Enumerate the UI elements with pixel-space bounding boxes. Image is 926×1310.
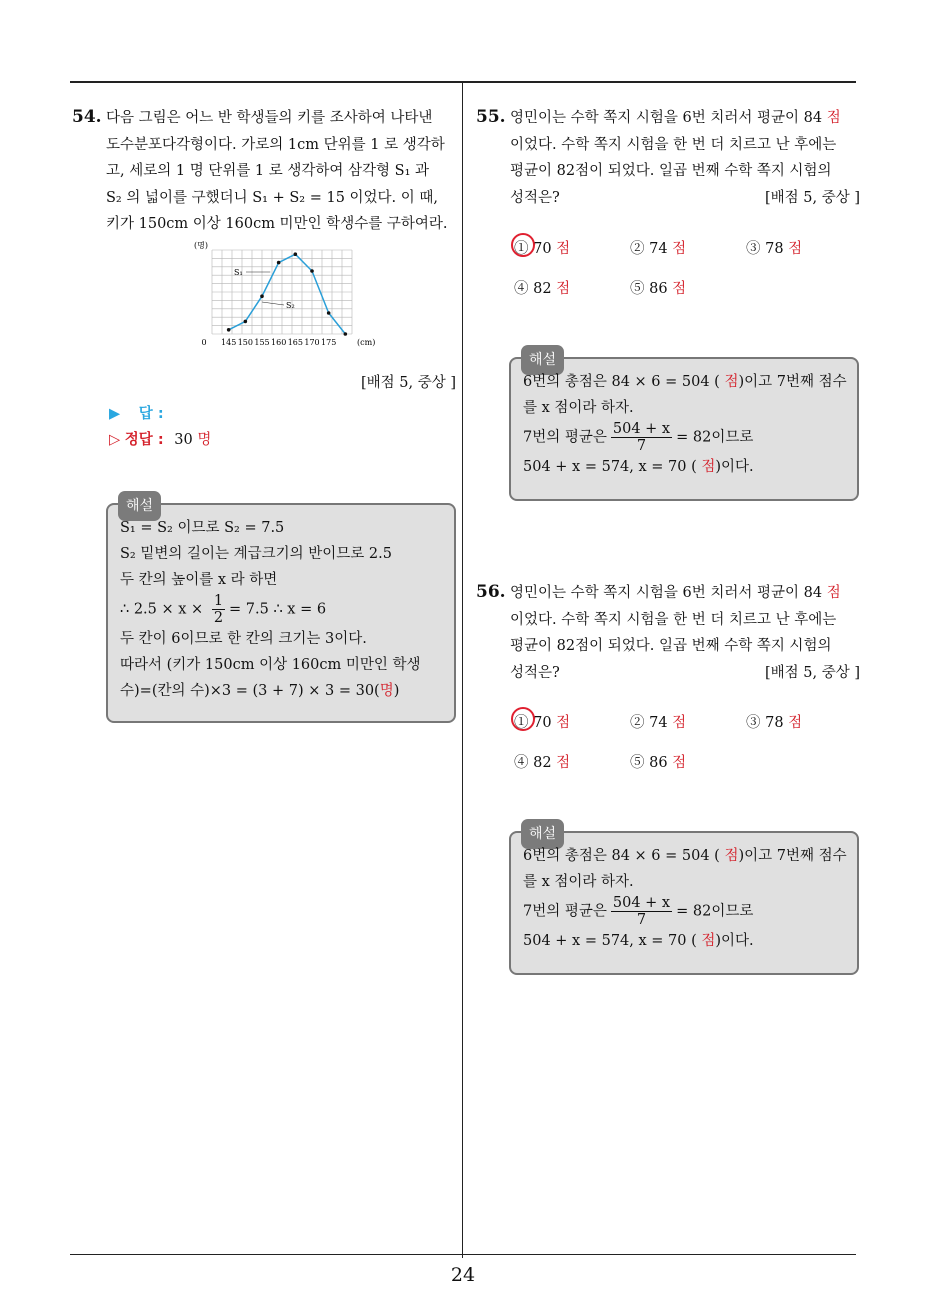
q55-number: 55. bbox=[476, 107, 506, 127]
expl-segment: 6번의 총점은 84 × 6 = 504 ( bbox=[523, 848, 720, 864]
expl-line bbox=[523, 928, 849, 954]
choice-mark: ③ bbox=[746, 241, 761, 257]
outline-triangle-icon: ▷ bbox=[109, 432, 121, 448]
frac-denominator: 7 bbox=[636, 438, 647, 454]
q54-answer-line bbox=[109, 402, 164, 423]
data-point bbox=[327, 311, 331, 315]
x-tick-label: 175 bbox=[321, 338, 337, 347]
q54-explanation-box bbox=[106, 498, 456, 723]
choice-value: 86 bbox=[649, 281, 668, 297]
explanation-tab: 해설 bbox=[521, 345, 564, 375]
choice-1[interactable] bbox=[514, 711, 570, 732]
x-tick-label: 0 bbox=[201, 338, 207, 347]
expl-segment: )이고 7번째 점수 bbox=[738, 374, 847, 390]
data-point bbox=[294, 252, 298, 256]
x-tick-label: 160 bbox=[271, 338, 287, 347]
x-tick-label: 150 bbox=[237, 338, 253, 347]
choice-unit: 점 bbox=[556, 755, 571, 771]
x-tick-label: 155 bbox=[254, 338, 270, 347]
page-number: 24 bbox=[450, 1264, 476, 1286]
q54-text bbox=[106, 105, 456, 238]
q56-line: 이었다. 수학 쪽지 시험을 한 번 더 치르고 난 후에는 bbox=[510, 611, 837, 628]
expl-unit: 점 bbox=[701, 933, 716, 949]
q54-line: S₂ 의 넓이를 구했더니 S₁ + S₂ = 15 이었다. 이 때, bbox=[106, 189, 438, 206]
explanation-tab: 해설 bbox=[118, 491, 161, 521]
average-fraction bbox=[611, 421, 672, 454]
annotation-s1: S₁ bbox=[234, 268, 243, 277]
choice-unit: 점 bbox=[556, 281, 571, 297]
q54-score-wrap bbox=[300, 370, 456, 397]
expl-line: S₂ 밑변의 길이는 계급크기의 반이므로 2.5 bbox=[120, 546, 392, 562]
expl-segment: 7번의 평균은 bbox=[523, 429, 607, 446]
x-axis-label: (cm) bbox=[357, 338, 376, 347]
chart-series bbox=[227, 252, 347, 335]
selected-circle-icon bbox=[511, 233, 535, 257]
expl-segment: 수)=(칸의 수)×3 = (3 + 7) × 3 = 30( bbox=[120, 683, 380, 699]
q56-text bbox=[510, 580, 860, 686]
expl-line: 두 칸이 6이므로 한 칸의 크기는 3이다. bbox=[120, 631, 367, 647]
choice-unit: 점 bbox=[672, 281, 687, 297]
data-point bbox=[310, 269, 314, 273]
choice-value: 86 bbox=[649, 755, 668, 771]
frac-numerator: 1 bbox=[213, 593, 224, 609]
q55-line: 이었다. 수학 쪽지 시험을 한 번 더 치르고 난 후에는 bbox=[510, 136, 837, 153]
x-tick-label: 165 bbox=[287, 338, 303, 347]
annotation-s2: S₂ bbox=[286, 301, 295, 310]
expl-segment: )이다. bbox=[715, 459, 754, 475]
selected-circle-icon bbox=[511, 707, 535, 731]
expl-segment: 7번의 평균은 bbox=[523, 903, 607, 920]
frac-numerator: 504 + x bbox=[612, 895, 671, 911]
y-axis-label: (명) bbox=[194, 241, 208, 250]
expl-unit: 명 bbox=[379, 683, 394, 699]
chart-grid bbox=[212, 250, 352, 334]
choice-unit: 점 bbox=[788, 241, 803, 257]
choice-2[interactable] bbox=[630, 237, 686, 258]
choice-value: 70 bbox=[533, 241, 552, 257]
q54-explanation-body bbox=[120, 515, 446, 704]
choice-value: 78 bbox=[765, 241, 784, 257]
choice-4[interactable] bbox=[514, 277, 570, 298]
annotation-leader bbox=[262, 302, 284, 305]
expl-line bbox=[523, 843, 849, 869]
q56-explanation-box bbox=[509, 826, 859, 975]
expl-line: 를 x 점이라 하자. bbox=[523, 400, 634, 416]
x-tick-label: 145 bbox=[221, 338, 237, 347]
q56-line-text: 성적은? bbox=[510, 664, 560, 681]
q56-line bbox=[510, 660, 860, 687]
choice-mark: ③ bbox=[746, 715, 761, 731]
choice-5[interactable] bbox=[630, 277, 686, 298]
choice-3[interactable] bbox=[746, 711, 802, 732]
q55-line-text: 영민이는 수학 쪽지 시험을 6번 치러서 평균이 84 bbox=[510, 110, 823, 126]
choice-5[interactable] bbox=[630, 751, 686, 772]
expl-segment: 504 + x = 574, x = 70 ( bbox=[523, 459, 697, 475]
q56-explanation-body bbox=[523, 843, 849, 954]
bottom-rule bbox=[70, 1254, 856, 1255]
expl-line bbox=[523, 421, 849, 454]
q56-line-text: 영민이는 수학 쪽지 시험을 6번 치러서 평균이 84 bbox=[510, 585, 823, 601]
expl-segment: = 7.5 ∴ x = 6 bbox=[229, 601, 327, 618]
data-point bbox=[244, 320, 248, 324]
choice-value: 74 bbox=[649, 241, 668, 257]
expl-segment: )이고 7번째 점수 bbox=[738, 848, 847, 864]
top-rule bbox=[70, 81, 856, 83]
q55-score: [배점 5, 중상 ] bbox=[764, 189, 860, 206]
expl-line bbox=[120, 593, 446, 626]
expl-segment: 6번의 총점은 84 × 6 = 504 ( bbox=[523, 374, 720, 390]
choice-mark: ⑤ bbox=[630, 281, 645, 297]
q54-line: 다음 그림은 어느 반 학생들의 키를 조사하여 나타낸 bbox=[106, 110, 433, 126]
data-point bbox=[227, 328, 231, 332]
frequency-polygon-chart bbox=[190, 238, 380, 353]
expl-line bbox=[120, 678, 446, 704]
answer-label: 답 : bbox=[138, 406, 164, 422]
expl-unit: 점 bbox=[701, 459, 716, 475]
choice-mark: ④ bbox=[514, 281, 529, 297]
choice-value: 82 bbox=[533, 281, 552, 297]
q54-correct-line bbox=[109, 428, 211, 449]
correct-value: 30 bbox=[174, 432, 193, 448]
choice-value: 78 bbox=[765, 715, 784, 731]
q56-line: 평균이 82점이 되었다. 일곱 번째 수학 쪽지 시험의 bbox=[510, 638, 832, 654]
data-point bbox=[277, 261, 281, 265]
choice-unit: 점 bbox=[672, 755, 687, 771]
correct-label: 정답 : bbox=[124, 432, 164, 448]
explanation-tab: 해설 bbox=[521, 819, 564, 849]
q56-line bbox=[510, 580, 860, 607]
q54-line: 고, 세로의 1 명 단위를 1 로 생각하여 삼각형 S₁ 과 bbox=[106, 163, 430, 179]
choice-mark: ④ bbox=[514, 755, 529, 771]
q54-number: 54. bbox=[72, 107, 102, 127]
q56-number: 56. bbox=[476, 582, 506, 602]
data-point bbox=[260, 294, 264, 298]
expl-unit: 점 bbox=[724, 374, 739, 390]
q55-explanation-box bbox=[509, 352, 859, 501]
half-fraction bbox=[212, 593, 225, 626]
choice-mark: ② bbox=[630, 715, 645, 731]
choice-2[interactable] bbox=[630, 711, 686, 732]
data-point bbox=[344, 332, 348, 336]
x-tick-label: 170 bbox=[304, 338, 320, 347]
frac-denominator: 2 bbox=[213, 610, 224, 626]
choice-unit: 점 bbox=[788, 715, 803, 731]
expl-segment: ) bbox=[393, 683, 400, 699]
choice-1[interactable] bbox=[514, 237, 570, 258]
expl-segment: 504 + x = 574, x = 70 ( bbox=[523, 933, 697, 949]
choice-unit: 점 bbox=[672, 241, 687, 257]
q55-line bbox=[510, 185, 860, 212]
expl-segment: )이다. bbox=[715, 933, 754, 949]
choice-unit: 점 bbox=[556, 241, 571, 257]
choice-mark: ② bbox=[630, 241, 645, 257]
expl-segment: = 82이므로 bbox=[676, 429, 754, 446]
q55-unit: 점 bbox=[826, 110, 841, 126]
choice-unit: 점 bbox=[556, 715, 571, 731]
expl-line bbox=[523, 454, 849, 480]
choice-mark: ① bbox=[514, 241, 529, 257]
frac-denominator: 7 bbox=[636, 912, 647, 928]
q56-unit: 점 bbox=[826, 585, 841, 601]
choice-value: 82 bbox=[533, 755, 552, 771]
q54-line: 키가 150cm 이상 160cm 미만인 학생수를 구하여라. bbox=[106, 216, 448, 232]
choice-value: 70 bbox=[533, 715, 552, 731]
q55-line bbox=[510, 105, 860, 132]
expl-line bbox=[523, 369, 849, 395]
chart-labels bbox=[194, 240, 375, 347]
play-triangle-icon: ▶ bbox=[109, 406, 121, 422]
correct-unit: 명 bbox=[197, 432, 212, 448]
q55-line-text: 성적은? bbox=[510, 189, 560, 206]
choice-4[interactable] bbox=[514, 751, 570, 772]
expl-line bbox=[523, 895, 849, 928]
choice-mark: ① bbox=[514, 715, 529, 731]
expl-line: 를 x 점이라 하자. bbox=[523, 874, 634, 890]
expl-line: 따라서 (키가 150cm 이상 160cm 미만인 학생 bbox=[120, 657, 421, 673]
choice-3[interactable] bbox=[746, 237, 802, 258]
average-fraction bbox=[611, 895, 672, 928]
choice-mark: ⑤ bbox=[630, 755, 645, 771]
expl-segment: ∴ 2.5 × x × bbox=[120, 601, 208, 618]
q54-score: [배점 5, 중상 ] bbox=[360, 375, 456, 391]
expl-segment: = 82이므로 bbox=[676, 903, 754, 920]
expl-unit: 점 bbox=[724, 848, 739, 864]
q54-line: 도수분포다각형이다. 가로의 1cm 단위를 1 로 생각하 bbox=[106, 136, 445, 153]
expl-line: 두 칸의 높이를 x 라 하면 bbox=[120, 572, 278, 588]
choice-unit: 점 bbox=[672, 715, 687, 731]
column-divider bbox=[462, 82, 463, 1258]
q55-line: 평균이 82점이 되었다. 일곱 번째 수학 쪽지 시험의 bbox=[510, 163, 832, 179]
q56-score: [배점 5, 중상 ] bbox=[764, 664, 860, 681]
expl-line: S₁ = S₂ 이므로 S₂ = 7.5 bbox=[120, 520, 285, 536]
q55-explanation-body bbox=[523, 369, 849, 480]
choice-value: 74 bbox=[649, 715, 668, 731]
frac-numerator: 504 + x bbox=[612, 421, 671, 437]
q55-text bbox=[510, 105, 860, 211]
